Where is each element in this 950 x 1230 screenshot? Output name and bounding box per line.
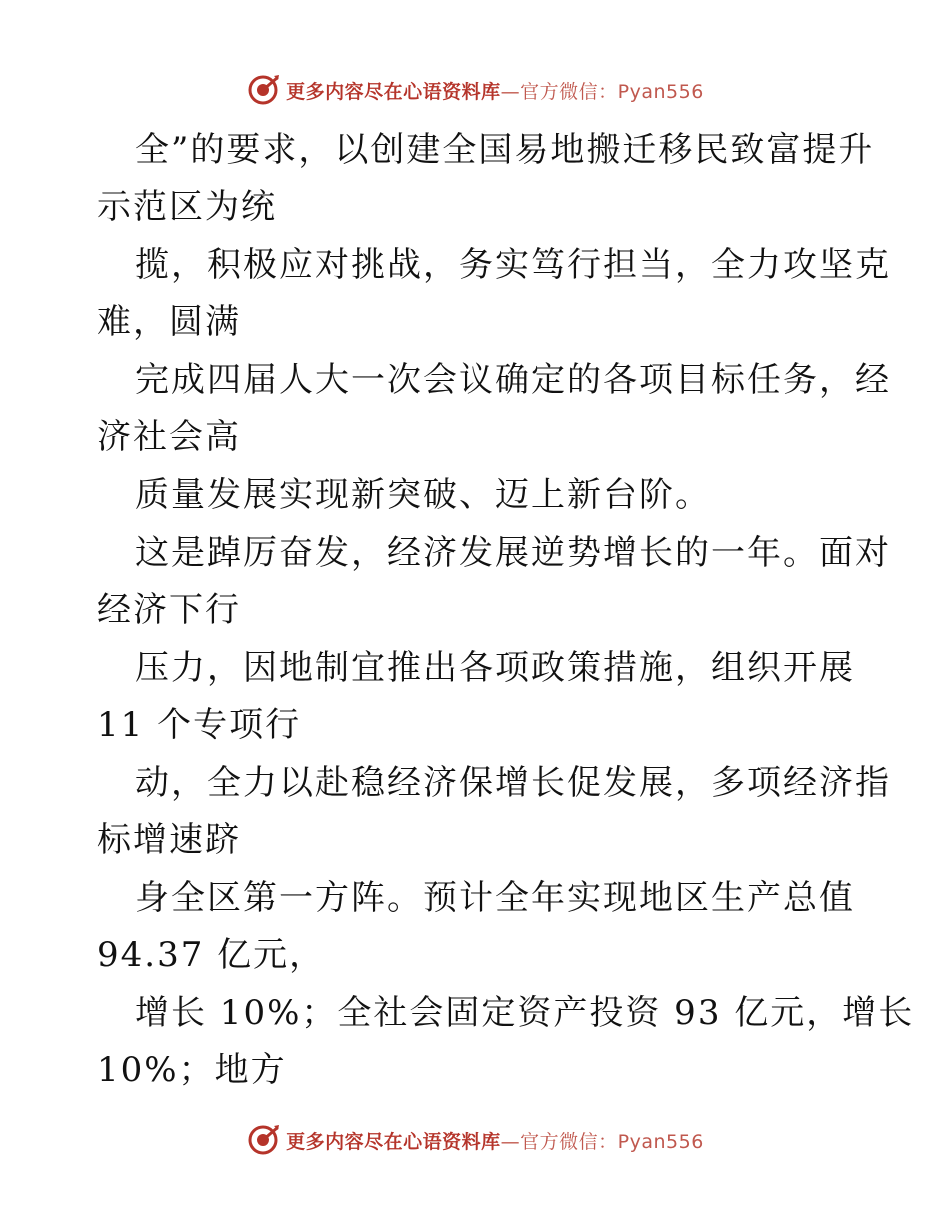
text-line: 济社会高 [97,417,241,457]
header-watermark-banner [0,70,950,110]
text-line: 11 个专项行 [97,705,302,745]
text-line: 这是踔厉奋发，经济发展逆势增长的一年。面对 [135,533,891,573]
text-line: 10%；地方 [97,1050,287,1090]
text-line: 身全区第一方阵。预计全年实现地区生产总值 [135,878,855,918]
text-line: 增长 10%；全社会固定资产投资 93 亿元，增长 [135,993,915,1033]
brand-logo-icon [246,1123,280,1157]
text-line: 质量发展实现新突破、迈上新台阶。 [135,475,711,515]
text-line: 全”的要求，以创建全国易地搬迁移民致富提升 [135,130,875,170]
banner-text [286,1127,704,1154]
banner-dash: — [500,1130,521,1153]
text-line: 完成四届人大一次会议确定的各项目标任务，经 [135,360,891,400]
banner-main-text: 更多内容尽在心语资料库 [286,1130,501,1153]
brand-logo-icon [246,73,280,107]
banner-text [286,77,704,104]
footer-watermark-banner [0,1120,950,1160]
banner-main-text: 更多内容尽在心语资料库 [286,80,501,103]
text-line: 压力，因地制宜推出各项政策措施，组织开展 [135,648,855,688]
banner-contact-text: 官方微信：Pyan556 [520,80,704,103]
text-line: 经济下行 [97,590,241,630]
banner-dash: — [500,80,521,103]
text-line: 94.37 亿元， [97,935,326,975]
text-line: 动，全力以赴稳经济保增长促发展，多项经济指 [135,763,891,803]
text-line: 难，圆满 [97,302,241,342]
text-line: 标增速跻 [97,820,241,860]
banner-contact-text: 官方微信：Pyan556 [520,1130,704,1153]
text-line: 揽，积极应对挑战，务实笃行担当，全力攻坚克 [135,245,891,285]
text-line: 示范区为统 [97,187,277,227]
